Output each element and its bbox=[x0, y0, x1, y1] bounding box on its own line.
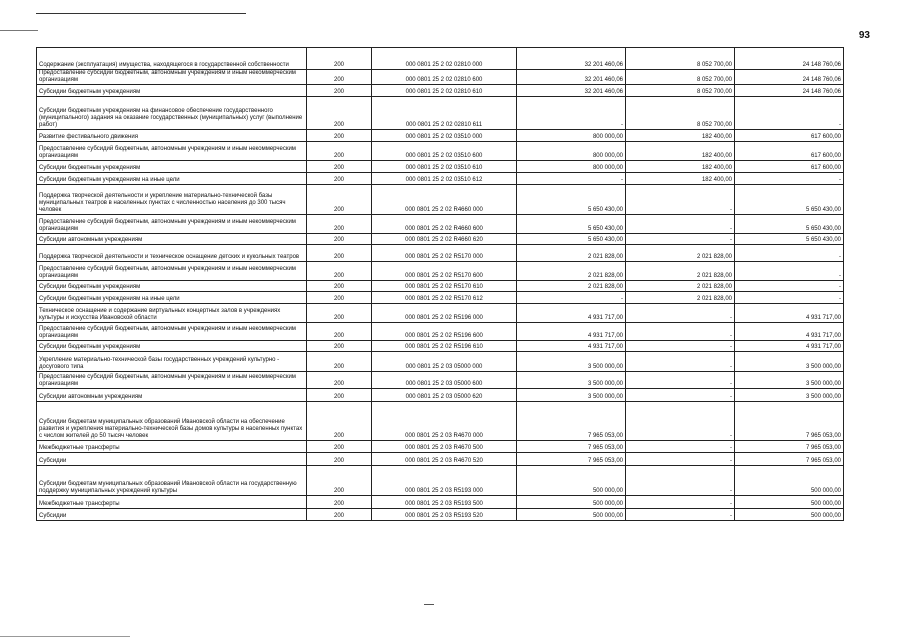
cell-amount-1: 32 201 460,06 bbox=[517, 48, 626, 70]
cell-name: Поддержка творческой деятельности и укрепление материально-технической базы муниципальных театров в населенных пунктах с численностью населения до 300 тысяч человек bbox=[37, 185, 307, 215]
table-row bbox=[37, 496, 844, 509]
table-row bbox=[37, 372, 844, 389]
cell-classification: 000 0801 25 2 02 02810 000 bbox=[372, 48, 517, 70]
cell-name: Развитие фестивального движения bbox=[37, 130, 307, 142]
cell-amount-1: - bbox=[517, 292, 626, 304]
cell-amount-2: - bbox=[626, 402, 735, 441]
table-row bbox=[37, 292, 844, 304]
cell-amount-1: - bbox=[517, 97, 626, 130]
cell-amount-1: 2 021 828,00 bbox=[517, 262, 626, 281]
table-row bbox=[37, 161, 844, 173]
cell-name: Субсидии bbox=[37, 509, 307, 521]
cell-name: Содержание (эксплуатация) имущества, находящегося в государственной собственности bbox=[37, 48, 307, 70]
cell-name: Межбюджетные трансферты bbox=[37, 496, 307, 509]
cell-name: Субсидии бюджетам муниципальных образований Ивановской области на обеспечение развития и укрепления материально-технической базы домов культуры в населенных пунктах с числом жителей до 50 тысяч человек bbox=[37, 402, 307, 441]
cell-amount-1: 4 931 717,00 bbox=[517, 341, 626, 352]
cell-name: Субсидии bbox=[37, 453, 307, 466]
cell-amount-3: 24 148 760,06 bbox=[735, 85, 844, 97]
cell-amount-2: - bbox=[626, 352, 735, 372]
cell-amount-1: 800 000,00 bbox=[517, 142, 626, 161]
cell-amount-2: - bbox=[626, 496, 735, 509]
cell-classification: 000 0801 25 2 02 R5170 612 bbox=[372, 292, 517, 304]
cell-name: Субсидии бюджетным учреждениям bbox=[37, 161, 307, 173]
cell-classification: 000 0801 25 2 02 R5196 600 bbox=[372, 323, 517, 341]
cell-classification: 000 0801 25 2 02 02810 600 bbox=[372, 70, 517, 85]
cell-amount-1: 800 000,00 bbox=[517, 130, 626, 142]
cell-amount-1: 5 650 430,00 bbox=[517, 234, 626, 245]
cell-name: Предоставление субсидий бюджетным, автономным учреждениям и иным некоммерческим организациям bbox=[37, 70, 307, 85]
cell-amount-2: - bbox=[626, 453, 735, 466]
cell-amount-2: - bbox=[626, 466, 735, 496]
table-row bbox=[37, 185, 844, 215]
cell-amount-1: 500 000,00 bbox=[517, 509, 626, 521]
cell-amount-2: 8 052 700,00 bbox=[626, 70, 735, 85]
cell-amount-2: - bbox=[626, 185, 735, 215]
cell-amount-2: - bbox=[626, 215, 735, 234]
cell-amount-1: 7 965 053,00 bbox=[517, 441, 626, 453]
table-row bbox=[37, 173, 844, 185]
cell-amount-1: 3 500 000,00 bbox=[517, 372, 626, 389]
scan-artifact-bottom bbox=[424, 604, 434, 605]
cell-amount-3: - bbox=[735, 281, 844, 292]
cell-amount-2: 8 052 700,00 bbox=[626, 48, 735, 70]
cell-code: 200 bbox=[307, 304, 372, 323]
scan-artifact-bottom-left bbox=[0, 636, 130, 637]
scan-artifact-top bbox=[36, 13, 246, 14]
cell-amount-1: 3 500 000,00 bbox=[517, 352, 626, 372]
cell-code: 200 bbox=[307, 173, 372, 185]
table-row bbox=[37, 130, 844, 142]
cell-code: 200 bbox=[307, 161, 372, 173]
cell-amount-3: 7 965 053,00 bbox=[735, 441, 844, 453]
table-row bbox=[37, 281, 844, 292]
cell-code: 200 bbox=[307, 85, 372, 97]
cell-name: Предоставление субсидий бюджетным, автономным учреждениям и иным некоммерческим организациям bbox=[37, 215, 307, 234]
cell-amount-2: - bbox=[626, 441, 735, 453]
cell-classification: 000 0801 25 2 02 R5196 610 bbox=[372, 341, 517, 352]
cell-amount-1: 800 000,00 bbox=[517, 161, 626, 173]
table-row bbox=[37, 352, 844, 372]
cell-amount-3: 500 000,00 bbox=[735, 496, 844, 509]
table-row bbox=[37, 441, 844, 453]
cell-amount-3: 7 965 053,00 bbox=[735, 402, 844, 441]
cell-classification: 000 0801 25 2 03 05000 000 bbox=[372, 352, 517, 372]
cell-name: Субсидии автономным учреждениям bbox=[37, 234, 307, 245]
cell-amount-2: - bbox=[626, 234, 735, 245]
cell-name: Межбюджетные трансферты bbox=[37, 441, 307, 453]
cell-name: Субсидии бюджетным учреждениям bbox=[37, 341, 307, 352]
cell-classification: 000 0801 25 2 03 05000 620 bbox=[372, 389, 517, 402]
cell-amount-1: 3 500 000,00 bbox=[517, 389, 626, 402]
cell-code: 200 bbox=[307, 185, 372, 215]
cell-amount-2: - bbox=[626, 509, 735, 521]
cell-code: 200 bbox=[307, 142, 372, 161]
cell-code: 200 bbox=[307, 292, 372, 304]
cell-amount-3: - bbox=[735, 292, 844, 304]
cell-name: Предоставление субсидий бюджетным, автономным учреждениям и иным некоммерческим организациям bbox=[37, 323, 307, 341]
cell-classification: 000 0801 25 2 02 03510 000 bbox=[372, 130, 517, 142]
cell-name: Субсидии бюджетным учреждениям на иные цели bbox=[37, 292, 307, 304]
cell-amount-2: - bbox=[626, 389, 735, 402]
table-row bbox=[37, 389, 844, 402]
cell-amount-3: - bbox=[735, 97, 844, 130]
cell-code: 200 bbox=[307, 234, 372, 245]
cell-code: 200 bbox=[307, 48, 372, 70]
cell-amount-3: 5 650 430,00 bbox=[735, 185, 844, 215]
cell-classification: 000 0801 25 2 03 R4670 000 bbox=[372, 402, 517, 441]
table-row bbox=[37, 466, 844, 496]
cell-amount-3: 500 000,00 bbox=[735, 466, 844, 496]
cell-classification: 000 0801 25 2 03 R4670 500 bbox=[372, 441, 517, 453]
table-row bbox=[37, 142, 844, 161]
cell-classification: 000 0801 25 2 03 R4670 520 bbox=[372, 453, 517, 466]
cell-name: Субсидии бюджетным учреждениям на иные цели bbox=[37, 173, 307, 185]
cell-amount-1: 32 201 460,06 bbox=[517, 85, 626, 97]
cell-amount-3: - bbox=[735, 262, 844, 281]
cell-amount-3: 4 931 717,00 bbox=[735, 304, 844, 323]
cell-amount-3: 4 931 717,00 bbox=[735, 341, 844, 352]
cell-code: 200 bbox=[307, 389, 372, 402]
cell-code: 200 bbox=[307, 130, 372, 142]
scan-artifact-top-2 bbox=[0, 30, 38, 31]
cell-amount-3: 3 500 000,00 bbox=[735, 389, 844, 402]
cell-name: Субсидии бюджетным учреждениям bbox=[37, 85, 307, 97]
cell-amount-3: 5 650 430,00 bbox=[735, 215, 844, 234]
cell-code: 200 bbox=[307, 441, 372, 453]
table-row bbox=[37, 70, 844, 85]
table-row bbox=[37, 509, 844, 521]
table-row bbox=[37, 48, 844, 70]
cell-amount-3: 24 148 760,06 bbox=[735, 70, 844, 85]
table-row bbox=[37, 85, 844, 97]
cell-code: 200 bbox=[307, 323, 372, 341]
cell-amount-1: 32 201 460,06 bbox=[517, 70, 626, 85]
cell-code: 200 bbox=[307, 341, 372, 352]
cell-amount-2: 2 021 828,00 bbox=[626, 292, 735, 304]
table-row bbox=[37, 215, 844, 234]
table-row bbox=[37, 341, 844, 352]
cell-classification: 000 0801 25 2 02 R5170 000 bbox=[372, 245, 517, 262]
cell-name: Субсидии автономным учреждениям bbox=[37, 389, 307, 402]
cell-code: 200 bbox=[307, 215, 372, 234]
page-number: 93 bbox=[858, 30, 870, 41]
table-row bbox=[37, 323, 844, 341]
cell-code: 200 bbox=[307, 97, 372, 130]
table-row bbox=[37, 402, 844, 441]
cell-amount-2: 8 052 700,00 bbox=[626, 85, 735, 97]
cell-amount-1: - bbox=[517, 173, 626, 185]
cell-amount-2: 182 400,00 bbox=[626, 130, 735, 142]
cell-classification: 000 0801 25 2 02 R5196 000 bbox=[372, 304, 517, 323]
cell-amount-1: 7 965 053,00 bbox=[517, 453, 626, 466]
cell-amount-1: 5 650 430,00 bbox=[517, 185, 626, 215]
budget-table bbox=[36, 47, 844, 521]
table-row bbox=[37, 234, 844, 245]
cell-amount-3: 500 000,00 bbox=[735, 509, 844, 521]
cell-code: 200 bbox=[307, 262, 372, 281]
cell-classification: 000 0801 25 2 02 03510 610 bbox=[372, 161, 517, 173]
cell-amount-3: 24 148 760,06 bbox=[735, 48, 844, 70]
cell-classification: 000 0801 25 2 03 R5193 520 bbox=[372, 509, 517, 521]
cell-code: 200 bbox=[307, 466, 372, 496]
cell-name: Предоставление субсидий бюджетным, автономным учреждениям и иным некоммерческим организациям bbox=[37, 262, 307, 281]
cell-amount-2: - bbox=[626, 372, 735, 389]
cell-classification: 000 0801 25 2 02 02810 610 bbox=[372, 85, 517, 97]
cell-name: Укрепление материально-технической базы государственных учреждений культурно - досугового типа bbox=[37, 352, 307, 372]
cell-code: 200 bbox=[307, 352, 372, 372]
table-row bbox=[37, 453, 844, 466]
cell-classification: 000 0801 25 2 02 R4660 000 bbox=[372, 185, 517, 215]
cell-name: Предоставление субсидий бюджетным, автономным учреждениям и иным некоммерческим организациям bbox=[37, 142, 307, 161]
cell-amount-3: - bbox=[735, 245, 844, 262]
cell-amount-2: - bbox=[626, 341, 735, 352]
cell-amount-1: 4 931 717,00 bbox=[517, 304, 626, 323]
cell-amount-1: 7 965 053,00 bbox=[517, 402, 626, 441]
cell-classification: 000 0801 25 2 03 R5193 500 bbox=[372, 496, 517, 509]
cell-amount-3: 3 500 000,00 bbox=[735, 372, 844, 389]
cell-code: 200 bbox=[307, 453, 372, 466]
cell-code: 200 bbox=[307, 281, 372, 292]
cell-code: 200 bbox=[307, 402, 372, 441]
cell-classification: 000 0801 25 2 02 03510 600 bbox=[372, 142, 517, 161]
cell-classification: 000 0801 25 2 02 R5170 600 bbox=[372, 262, 517, 281]
cell-amount-3: 617 600,00 bbox=[735, 142, 844, 161]
table-body bbox=[37, 48, 844, 521]
cell-amount-2: 2 021 828,00 bbox=[626, 262, 735, 281]
cell-amount-3: 5 650 430,00 bbox=[735, 234, 844, 245]
cell-amount-3: 7 965 053,00 bbox=[735, 453, 844, 466]
cell-classification: 000 0801 25 2 03 05000 600 bbox=[372, 372, 517, 389]
cell-amount-3: - bbox=[735, 173, 844, 185]
table-row bbox=[37, 245, 844, 262]
cell-name: Субсидии бюджетным учреждениям на финансовое обеспечение государственного (муниципального) задания на оказание государственных (муниципальных) услуг (выполнение работ) bbox=[37, 97, 307, 130]
cell-classification: 000 0801 25 2 02 02810 611 bbox=[372, 97, 517, 130]
cell-amount-3: 617 600,00 bbox=[735, 130, 844, 142]
cell-classification: 000 0801 25 2 03 R5193 000 bbox=[372, 466, 517, 496]
cell-code: 200 bbox=[307, 496, 372, 509]
cell-classification: 000 0801 25 2 02 R4660 600 bbox=[372, 215, 517, 234]
table-row bbox=[37, 262, 844, 281]
cell-code: 200 bbox=[307, 70, 372, 85]
cell-amount-3: 617 600,00 bbox=[735, 161, 844, 173]
cell-name: Предоставление субсидий бюджетным, автономным учреждениям и иным некоммерческим организациям bbox=[37, 372, 307, 389]
cell-name: Субсидии бюджетам муниципальных образований Ивановской области на государственную поддержку муниципальных учреждений культуры bbox=[37, 466, 307, 496]
cell-amount-2: 182 400,00 bbox=[626, 142, 735, 161]
cell-amount-1: 500 000,00 bbox=[517, 466, 626, 496]
cell-amount-2: 2 021 828,00 bbox=[626, 245, 735, 262]
cell-name: Поддержка творческой деятельности и техническое оснащение детских и кукольных театров bbox=[37, 245, 307, 262]
cell-amount-1: 4 931 717,00 bbox=[517, 323, 626, 341]
cell-amount-1: 5 650 430,00 bbox=[517, 215, 626, 234]
cell-classification: 000 0801 25 2 02 R5170 610 bbox=[372, 281, 517, 292]
cell-amount-2: 182 400,00 bbox=[626, 173, 735, 185]
cell-amount-1: 2 021 828,00 bbox=[517, 281, 626, 292]
cell-classification: 000 0801 25 2 02 03510 612 bbox=[372, 173, 517, 185]
table-row bbox=[37, 97, 844, 130]
cell-amount-1: 500 000,00 bbox=[517, 496, 626, 509]
cell-amount-2: 2 021 828,00 bbox=[626, 281, 735, 292]
cell-code: 200 bbox=[307, 372, 372, 389]
cell-name: Субсидии бюджетным учреждениям bbox=[37, 281, 307, 292]
cell-amount-1: 2 021 828,00 bbox=[517, 245, 626, 262]
cell-amount-2: - bbox=[626, 323, 735, 341]
table-row bbox=[37, 304, 844, 323]
cell-name: Техническое оснащение и содержание виртуальных концертных залов в учреждениях культуры и искусства Ивановской области bbox=[37, 304, 307, 323]
cell-amount-2: 8 052 700,00 bbox=[626, 97, 735, 130]
cell-classification: 000 0801 25 2 02 R4660 620 bbox=[372, 234, 517, 245]
cell-amount-3: 4 931 717,00 bbox=[735, 323, 844, 341]
cell-amount-3: 3 500 000,00 bbox=[735, 352, 844, 372]
cell-amount-2: 182 400,00 bbox=[626, 161, 735, 173]
cell-code: 200 bbox=[307, 509, 372, 521]
cell-amount-2: - bbox=[626, 304, 735, 323]
cell-code: 200 bbox=[307, 245, 372, 262]
